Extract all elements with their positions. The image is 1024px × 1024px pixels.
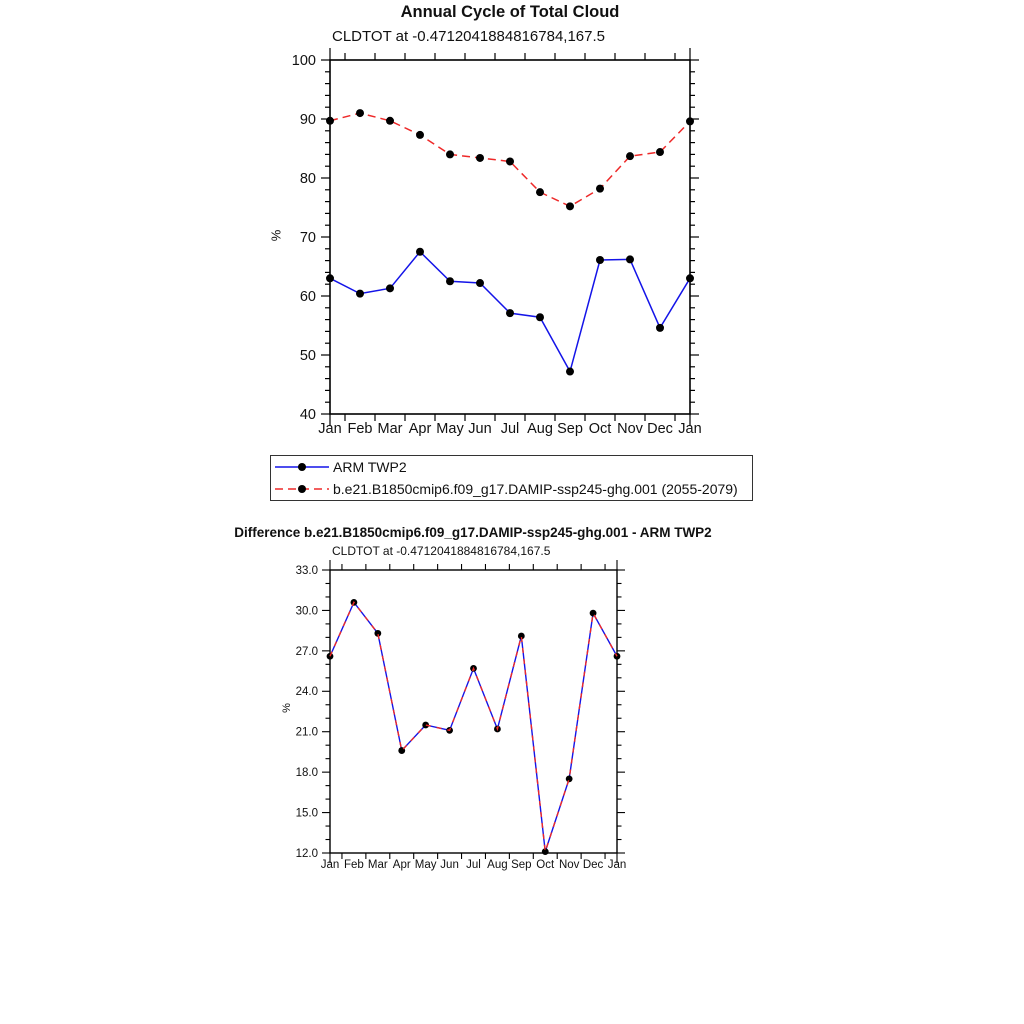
- x-tick-label: Sep: [557, 421, 583, 437]
- y-tick-label: 80: [299, 170, 316, 187]
- x-tick-label: Jul: [466, 859, 481, 871]
- annual-cycle-frame: [330, 60, 690, 414]
- x-tick-label: Aug: [527, 421, 553, 437]
- x-tick-label: Jun: [468, 421, 492, 437]
- annual-cycle-y-tick-labels: [292, 53, 316, 423]
- legend-label-model-run: b.e21.B1850cmip6.f09_g17.DAMIP-ssp245-ghg.001 (2055-2079): [333, 481, 738, 497]
- x-tick-label: Mar: [377, 421, 403, 437]
- difference-frame: [330, 570, 617, 853]
- y-tick-label: 30.0: [295, 605, 318, 618]
- y-tick-label: 21.0: [295, 726, 318, 739]
- difference-plot: [296, 560, 627, 871]
- y-tick-label: 12.0: [295, 847, 318, 860]
- solid-line-sample-icon: [273, 460, 331, 474]
- legend: [270, 455, 753, 501]
- x-tick-label: Jan: [318, 421, 342, 437]
- dashed-line-sample-icon: [273, 482, 331, 496]
- x-tick-label: Jan: [320, 859, 340, 871]
- annual-cycle-x-tick-labels: [318, 421, 701, 437]
- difference-chart-title: Difference b.e21.B1850cmip6.f09_g17.DAMIP-ssp245-ghg.001 - ARM TWP2: [234, 525, 712, 540]
- x-tick-label: Nov: [558, 859, 580, 871]
- x-tick-label: Feb: [347, 421, 373, 437]
- annual-cycle-plot: [292, 48, 702, 437]
- y-tick-label: 15.0: [295, 807, 318, 820]
- difference-series-0-line: [330, 602, 617, 851]
- x-tick-label: Jan: [607, 859, 627, 871]
- annual-cycle-series-0-markers: [326, 248, 694, 376]
- x-tick-label: Jan: [678, 421, 702, 437]
- y-tick-label: 100: [291, 52, 316, 69]
- x-tick-label: Nov: [617, 421, 643, 437]
- y-tick-label: 60: [299, 288, 316, 305]
- x-tick-label: Sep: [511, 859, 532, 871]
- x-tick-label: Mar: [367, 859, 388, 871]
- x-tick-label: Oct: [536, 859, 555, 871]
- y-tick-label: 18.0: [295, 767, 318, 780]
- y-tick-label: 50: [299, 347, 316, 364]
- annual-cycle-series-1-markers: [326, 109, 694, 210]
- legend-entry-model-run: [271, 478, 752, 500]
- annual-cycle-axis-ticks: [321, 48, 699, 426]
- x-tick-label: Oct: [588, 421, 612, 437]
- x-tick-label: Jul: [500, 421, 520, 437]
- x-tick-label: Dec: [647, 421, 673, 437]
- x-tick-label: May: [414, 859, 437, 871]
- difference-chart-y-axis-label: %: [281, 703, 293, 713]
- y-tick-label: 27.0: [295, 645, 318, 658]
- x-tick-label: May: [436, 421, 464, 437]
- legend-label-arm-twp2: ARM TWP2: [333, 459, 407, 475]
- x-tick-label: Aug: [487, 859, 508, 871]
- y-tick-label: 40: [299, 406, 316, 423]
- x-tick-label: Feb: [344, 859, 364, 871]
- y-tick-label: 24.0: [295, 686, 318, 699]
- y-tick-label: 90: [299, 111, 316, 128]
- legend-entry-arm-twp2: [271, 456, 752, 478]
- difference-x-tick-labels: [321, 859, 627, 871]
- x-tick-label: Apr: [408, 421, 432, 437]
- x-tick-label: Dec: [582, 859, 604, 871]
- difference-y-tick-labels: [296, 565, 318, 860]
- x-tick-label: Jun: [440, 859, 459, 871]
- top-chart-subtitle: CLDTOT at -0.4712041884816784,167.5: [332, 28, 605, 45]
- top-chart-y-axis-label: %: [268, 229, 284, 242]
- page-title: Annual Cycle of Total Cloud: [400, 3, 620, 21]
- difference-series-1-line: [330, 602, 617, 851]
- difference-chart-subtitle: CLDTOT at -0.4712041884816784,167.5: [332, 544, 551, 558]
- x-tick-label: Apr: [392, 859, 411, 871]
- y-tick-label: 70: [299, 229, 316, 246]
- y-tick-label: 33.0: [295, 564, 318, 577]
